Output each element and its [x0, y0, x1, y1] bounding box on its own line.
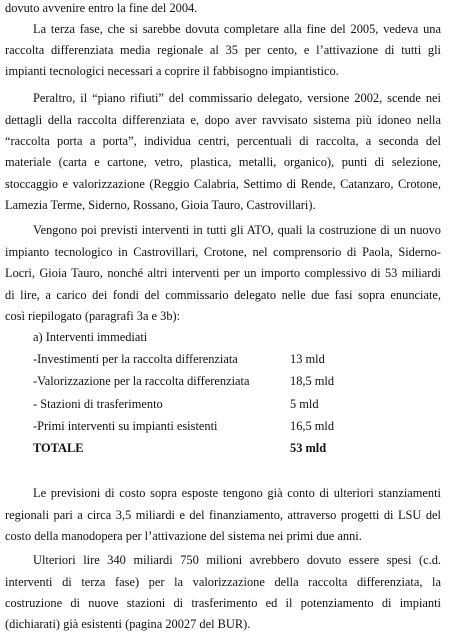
text-line: regionali pari a circa 3,5 miliardi e del finanziamento, attraverso progetti di LSU del — [5, 508, 441, 522]
cost-label: -Primi interventi su impianti esistenti — [33, 419, 218, 433]
cost-value: 5 mld — [290, 397, 319, 411]
text-line: materiale (carta e cartone, vetro, plastica, metalli, organico), punti di selezione, — [5, 155, 441, 169]
cost-row — [33, 351, 441, 368]
cost-total-row — [33, 440, 441, 457]
text-line: raccolta differenziata media regionale al 35 per cento, e l’attivazione di tutti gli — [5, 43, 441, 57]
text-line: impianto tecnologico in Castrovillari, Crotone, nel comprensorio di Paola, Siderno- — [5, 245, 441, 259]
cost-total-value: 53 mld — [290, 441, 327, 455]
text-line: Ulteriori lire 340 miliardi 750 milioni avrebbero dovuto essere spesi (c.d. — [33, 553, 441, 567]
text-line: costruzione di nuove stazioni di trasferimento ed il potenziamento di impianti — [5, 596, 441, 610]
cost-row — [33, 396, 441, 413]
text-line: Le previsioni di costo sopra esposte tengono già conto di ulteriori stanziamenti — [33, 486, 441, 500]
cost-value: 18,5 mld — [290, 374, 335, 388]
text-line: dovuto avvenire entro la fine del 2004. — [5, 1, 198, 15]
text-line: dettagli della raccolta differenziata e, dopo aver ravvisato sistema più idoneo nella — [5, 113, 441, 127]
text-line: Vengono poi previsti interventi in tutti gli ATO, quali la costruzione di un nuovo — [33, 223, 441, 237]
cost-label: -Investimenti per la raccolta differenziata — [33, 352, 238, 366]
text-line: Peraltro, il “piano rifiuti” del commissario delegato, versione 2002, scende nei — [33, 91, 441, 105]
text-line: “raccolta porta a porta”, individua centri, percentuali di raccolta, a seconda del — [5, 134, 441, 148]
text-line: Lamezia Terme, Siderno, Rossano, Gioia Tauro, Castrovillari). — [5, 198, 316, 212]
text-line: di lire, a carico dei fondi del commissario delegato nelle due fasi sopra enunciate, — [5, 288, 441, 302]
text-line: stoccaggio e valorizzazione (Reggio Calabria, Settimo di Rende, Catanzaro, Crotone, — [5, 177, 441, 191]
cost-row — [33, 373, 441, 390]
cost-total-label: TOTALE — [33, 441, 84, 455]
cost-row — [33, 418, 441, 435]
text-line: costo della manodopera per l’attivazione del sistema nei primi due anni. — [5, 529, 362, 543]
cost-label: - Stazioni di trasferimento — [33, 397, 163, 411]
cost-value: 13 mld — [290, 352, 325, 366]
text-line: così riepilogato (paragrafi 3a e 3b): — [5, 309, 181, 323]
text-line: impianti tecnologici necessari a coprire il fabbisogno impiantistico. — [5, 64, 339, 78]
text-line: (dichiarati) già esistenti (pagina 20027 del BUR). — [5, 617, 251, 631]
text-line: Locri, Gioia Tauro, nonché altri interventi per un importo complessivo di 53 miliardi — [5, 266, 441, 280]
text-line: interventi di terza fase) per la valorizzazione della raccolta differenziata, la — [5, 575, 441, 589]
cost-value: 16,5 mld — [290, 419, 335, 433]
text-line: La terza fase, che si sarebbe dovuta completare alla fine del 2005, vedeva una — [33, 22, 441, 36]
cost-label: -Valorizzazione per la raccolta differenziata — [33, 374, 250, 388]
cost-table-heading: a) Interventi immediati — [33, 330, 148, 344]
